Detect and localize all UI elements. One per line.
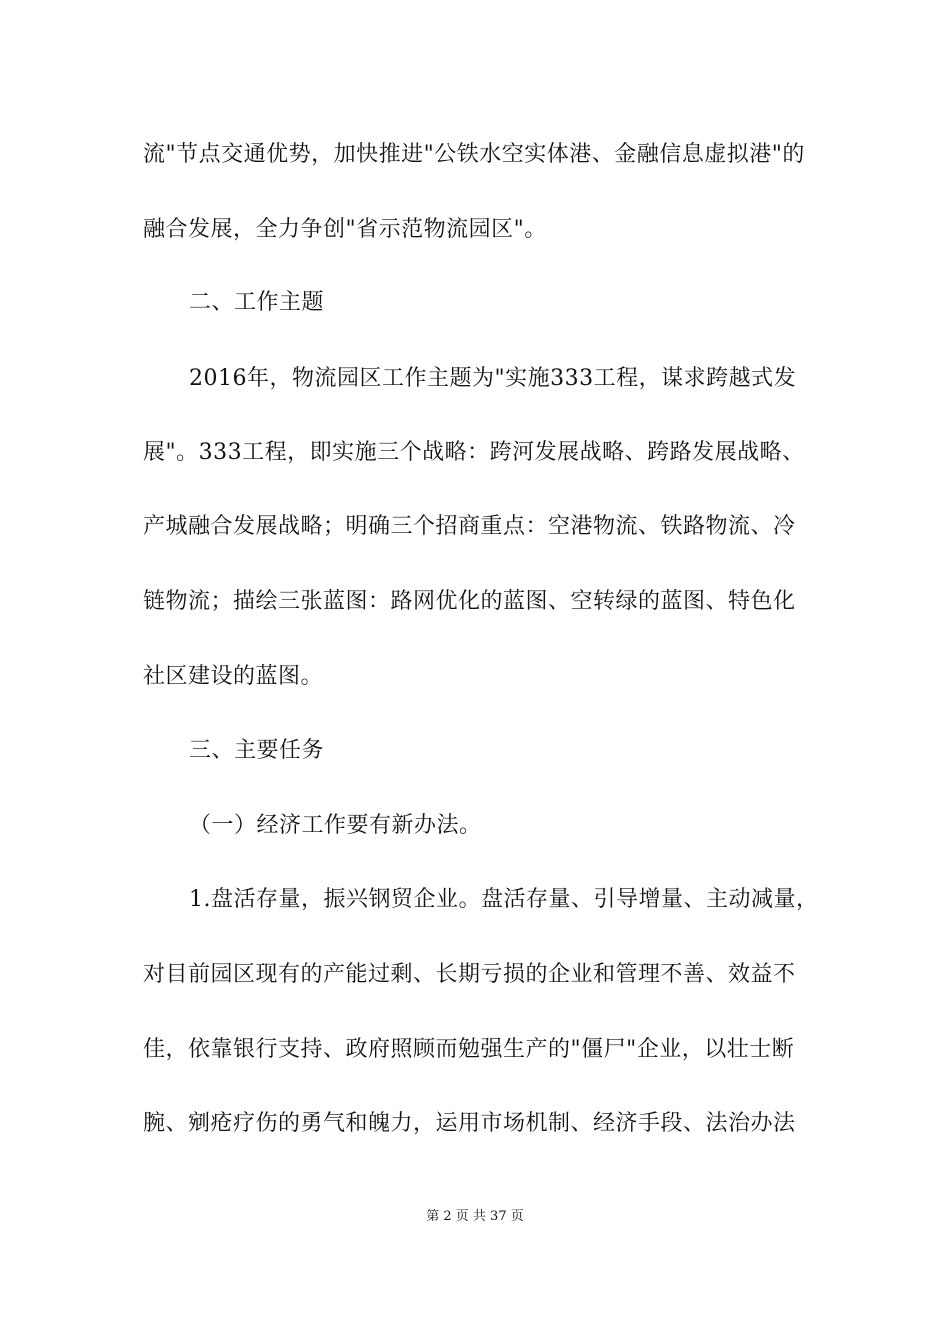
section-heading: 二、工作主题 (189, 290, 325, 315)
body-line: 链物流；描绘三张蓝图：路网优化的蓝图、空转绿的蓝图、特色化 (143, 589, 796, 614)
body-line: 社区建设的蓝图。 (143, 664, 324, 689)
body-line: 1.盘活存量，振兴钢贸企业。盘活存量、引导增量、主动减量， (189, 887, 819, 912)
body-line: 2016年，物流园区工作主题为"实施333工程，谋求跨越式发 (189, 366, 797, 391)
subsection-heading: （一）经济工作要有新办法。 (189, 813, 482, 838)
body-line: 流"节点交通优势，加快推进"公铁水空实体港、金融信息虚拟港"的 (143, 142, 805, 167)
body-line: 融合发展，全力争创"省示范物流园区"。 (143, 217, 547, 242)
section-heading: 三、主要任务 (189, 738, 325, 763)
body-line: 产城融合发展战略；明确三个招商重点：空港物流、铁路物流、冷 (143, 514, 796, 539)
body-line: 对目前园区现有的产能过剩、长期亏损的企业和管理不善、效益不 (143, 962, 796, 987)
body-line: 展"。333工程，即实施三个战略：跨河发展战略、跨路发展战略、 (143, 440, 805, 465)
body-line: 腕、剜疮疗伤的勇气和魄力，运用市场机制、经济手段、法治办法 (143, 1111, 796, 1136)
body-line: 佳，依靠银行支持、政府照顾而勉强生产的"僵尸"企业，以壮士断 (143, 1037, 795, 1062)
page-number-footer: 第 2 页 共 37 页 (426, 1209, 524, 1224)
